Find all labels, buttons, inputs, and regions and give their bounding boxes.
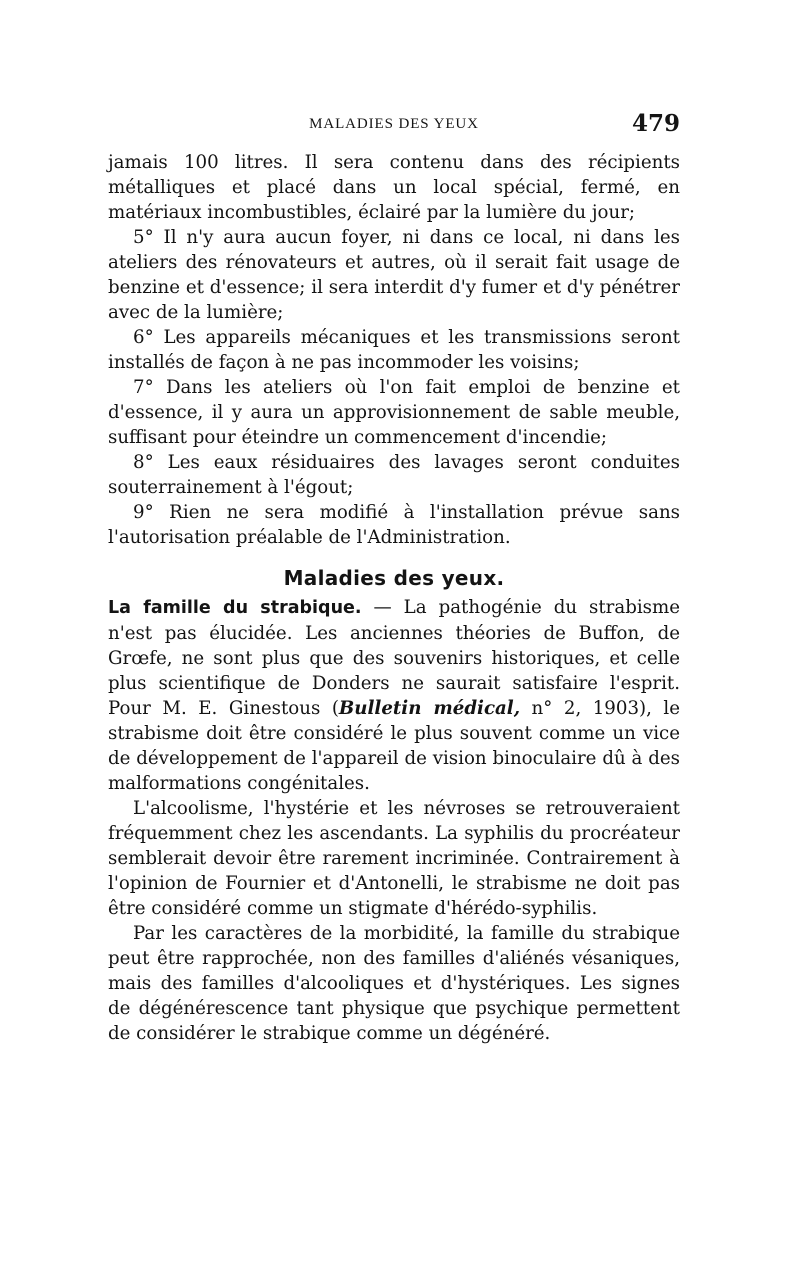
- run-in-heading: La famille du strabique.: [108, 598, 362, 618]
- paragraph-continuation: jamais 100 litres. Il sera contenu dans des récipients métalliques et placé dans un local spécial, fermé, en matériaux incombustibles, éclairé par la lumière du jour;: [108, 152, 680, 223]
- section-paragraph-1: [108, 595, 680, 796]
- page-header: [108, 110, 680, 140]
- page-body: [108, 150, 680, 1046]
- paragraph-item-7: 7° Dans les ateliers où l'on fait emploi de benzine et d'essence, il y aura un approvisionnement de sable meuble, suffisant pour éteindre un commencement d'incendie;: [108, 377, 680, 448]
- citation-title: Bulletin médical,: [338, 698, 521, 719]
- paragraph-text: — La pathogénie du strabisme n'est pas élucidée. Les anciennes théories de Buffon, de Grœfe, ne sont plus que des souvenirs historiques, et celle plus scientifique de Donders ne saurait satisfaire l'esprit. Pour M. E. Ginestous (: [108, 597, 681, 719]
- section-title: Maladies des yeux.: [283, 566, 505, 590]
- paragraph-item-9: 9° Rien ne sera modifié à l'installation prévue sans l'autorisation préalable de l'Administration.: [108, 502, 680, 548]
- running-title: MALADIES DES YEUX: [309, 116, 479, 132]
- section-paragraph-3: Par les caractères de la morbidité, la famille du strabique peut être rapprochée, non des familles d'aliénés vésaniques, mais des familles d'alcooliques et d'hystériques. Les signes de dégénérescence tant physique que psychique permettent de considérer le strabique comme un dégénéré.: [108, 923, 680, 1044]
- section-paragraph-2: L'alcoolisme, l'hystérie et les névroses se retrouveraient fréquemment chez les ascendants. La syphilis du procréateur semblerait devoir être rarement incriminée. Contrairement à l'opinion de Fournier et d'Antonelli, le strabisme ne doit pas être considéré comme un stigmate d'hérédo-syphilis.: [108, 798, 680, 919]
- paragraph-text: n° 2, 1903), le strabisme doit être considéré le plus souvent comme un vice de développement de l'appareil de vision binoculaire dû à des malformations congénitales.: [108, 698, 680, 794]
- paragraph-item-6: 6° Les appareils mécaniques et les transmissions seront installés de façon à ne pas incommoder les voisins;: [108, 327, 680, 373]
- paragraph-item-5: 5° Il n'y aura aucun foyer, ni dans ce local, ni dans les ateliers des rénovateurs et autres, où il serait fait usage de benzine et d'essence; il sera interdit d'y fumer et d'y pénétrer avec de la lumière;: [108, 227, 680, 323]
- page-number: 479: [631, 110, 680, 137]
- paragraph-item-8: 8° Les eaux résiduaires des lavages seront conduites souterrainement à l'égout;: [108, 452, 680, 498]
